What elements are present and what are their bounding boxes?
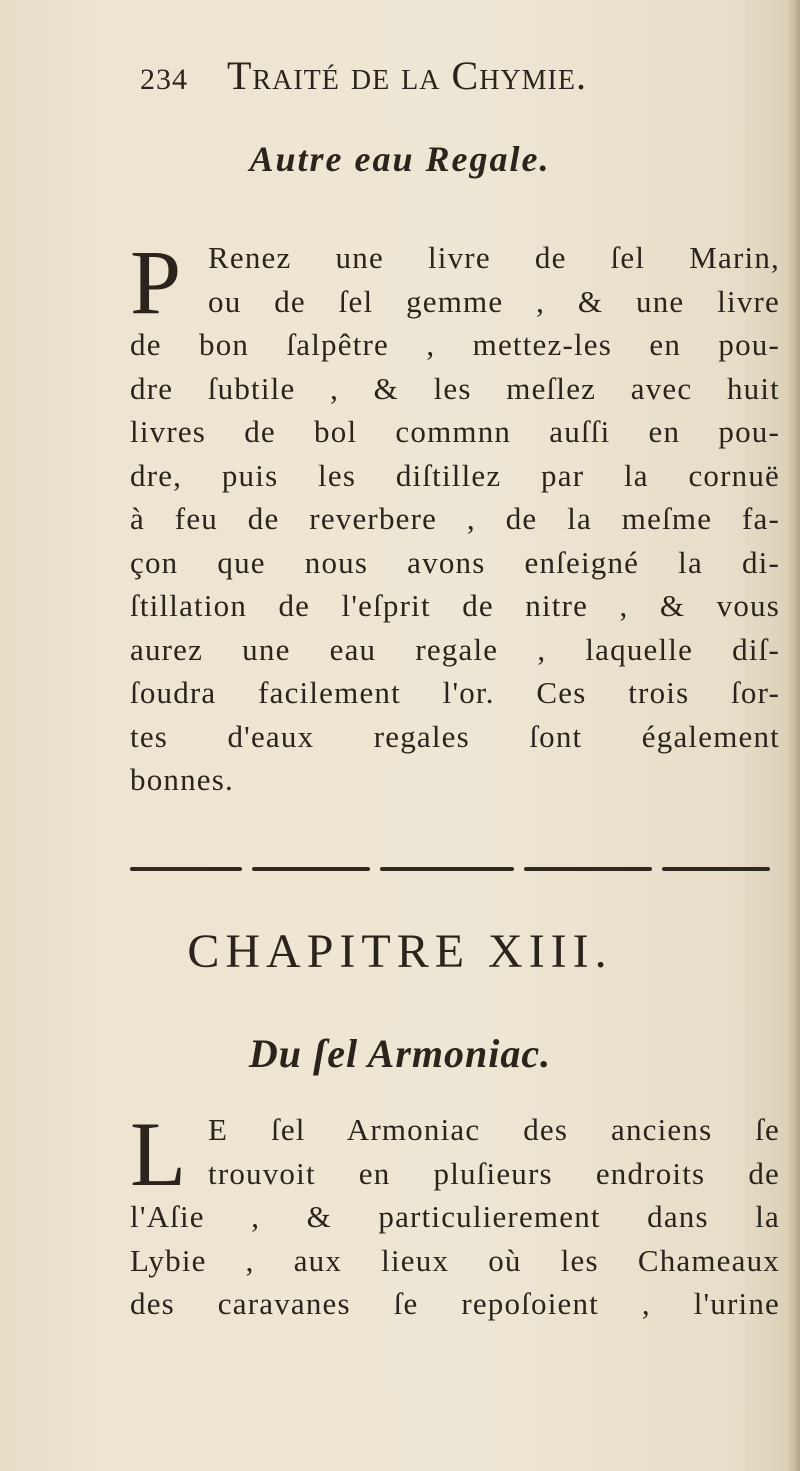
text-line: ſoudra facilement l'or. Ces trois ſor- (130, 675, 780, 710)
text-line: livres de bol commnn auſſi en pou- (130, 414, 780, 449)
text-line: ſtillation de l'eſprit de nitre , & vous (130, 588, 780, 623)
text-line: aurez une eau regale , laquelle diſ- (130, 631, 780, 667)
text-line: ou de ſel gemme , & une livre (208, 283, 780, 319)
text-line: çon que nous avons enſeigné la di- (130, 544, 780, 580)
text-line: Renez une livre de ſel Marin, (208, 240, 780, 275)
text-line: trouvoit en pluſieurs endroits de (208, 1155, 780, 1191)
running-header (140, 52, 700, 102)
text-line: dre, puis les diſtillez par la cornuë (130, 457, 780, 493)
text-line: tes d'eaux regales ſont également (130, 718, 780, 754)
page-number: 234 (140, 63, 188, 96)
drop-cap: L (130, 1103, 188, 1205)
text-line: à feu de reverbere , de la meſme fa- (130, 501, 780, 536)
drop-cap: P (130, 231, 183, 333)
chapter-subtitle: Du ſel Armoniac. (248, 1031, 552, 1076)
text-line: de bon ſalpêtre , mettez-les en pou- (130, 327, 780, 362)
chapter-title: CHAPITRE XIII. (187, 925, 613, 978)
text-line: des caravanes ſe repoſoient , l'urine (130, 1286, 780, 1321)
section-title: Autre eau Regale. (249, 139, 551, 179)
paragraph-sel-armoniac (130, 1103, 780, 1326)
text-line: dre ſubtile , & les meſlez avec huit (130, 370, 780, 406)
paragraph-eau-regale (130, 231, 780, 802)
text-line: l'Aſie , & particulierement dans la (130, 1199, 780, 1234)
running-title: Traité de la Chymie. (227, 53, 587, 98)
text-line: E ſel Armoniac des anciens ſe (208, 1112, 780, 1147)
ornamental-rule (130, 864, 770, 874)
text-line: bonnes. (130, 762, 234, 797)
text-line: Lybie , aux lieux où les Chameaux (130, 1242, 780, 1278)
page-edge-shadow (786, 0, 800, 1471)
